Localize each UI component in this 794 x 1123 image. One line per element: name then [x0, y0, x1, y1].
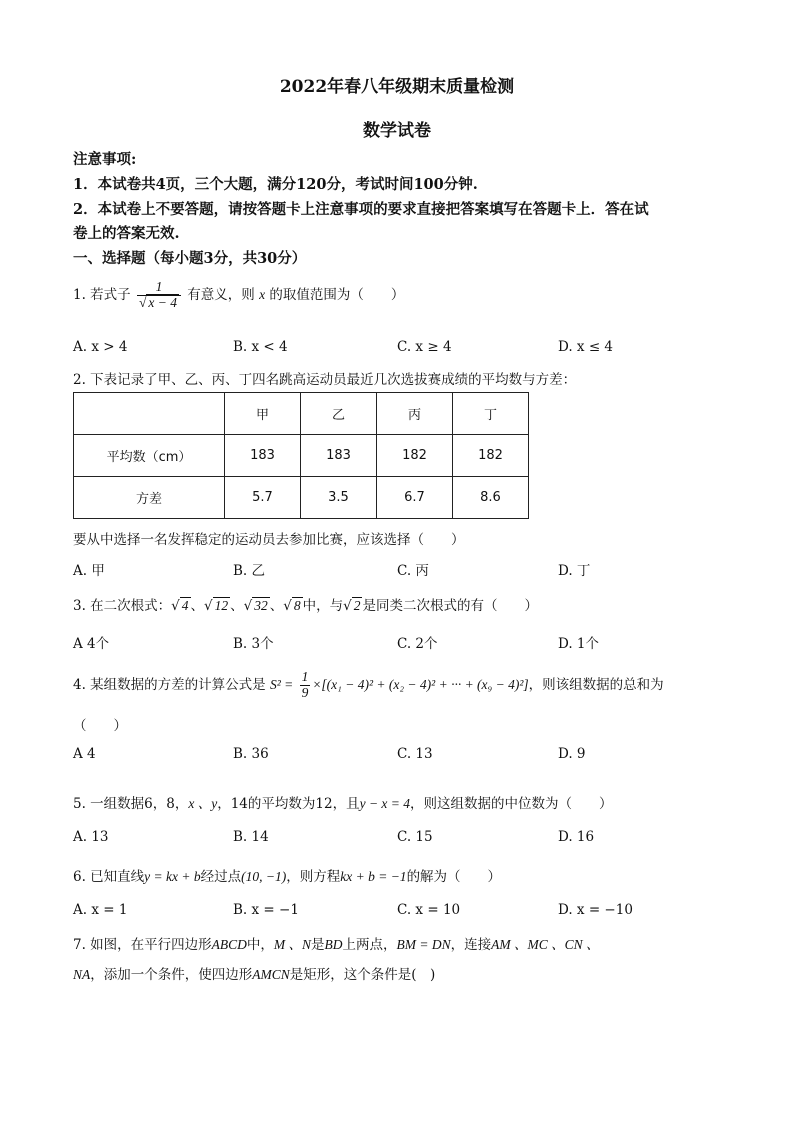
question-7-line-2-end: 是矩形，这个条件是( ): [289, 967, 436, 983]
exam-subtitle: 数学试卷: [363, 121, 431, 141]
variance-symbol: S² =: [269, 676, 294, 692]
question-3-prefix: 3. 在二次根式：: [73, 598, 172, 614]
question-6-option-b[interactable]: B. x = −1: [233, 902, 299, 918]
table-cell: 方差: [74, 477, 225, 519]
table-row: [74, 435, 529, 477]
table-cell: 8.6: [453, 477, 529, 519]
question-4: [73, 670, 664, 701]
table-header-cell: 丁: [453, 393, 529, 435]
fraction-denominator: x − 4: [148, 294, 177, 310]
table-cell: 6.7: [377, 477, 453, 519]
question-1: [73, 280, 404, 311]
notes-item-1: 1．本试卷共4页，三个大题，满分120分，考试时间100分钟.: [73, 176, 478, 193]
question-2-option-c[interactable]: C. 丙: [397, 563, 429, 579]
question-3-option-c[interactable]: C. 2个: [397, 636, 438, 652]
scores-table: [73, 392, 529, 519]
question-7: [73, 933, 600, 953]
table-cell: [74, 393, 225, 435]
question-4-option-d[interactable]: D. 9: [558, 746, 586, 762]
question-7-text-3: 上两点，: [342, 937, 397, 953]
fraction-numerator: 1: [137, 280, 181, 296]
question-1-option-b[interactable]: B. x < 4: [233, 339, 288, 355]
question-1-prefix: 1. 若式子: [73, 286, 131, 303]
line-equation: y = kx + b: [144, 869, 201, 884]
table-cell: 5.7: [225, 477, 301, 519]
radical-2: 2: [353, 598, 361, 613]
question-4-prefix: 4. 某组数据的方差的计算公式是: [73, 676, 266, 693]
radical-8: 8: [293, 598, 301, 613]
question-5-option-a[interactable]: A. 13: [73, 829, 109, 845]
notes-item-2-line-1: 2．本试卷上不要答题，请按答题卡上注意事项的要求直接把答案填写在答题卡上．答在试: [73, 201, 649, 218]
table-header-cell: 乙: [301, 393, 377, 435]
notes-item-2-line-2: 卷上的答案无效.: [73, 225, 180, 242]
question-1-option-a[interactable]: A. x > 4: [73, 339, 128, 355]
fraction-numerator: 1: [301, 669, 309, 684]
question-3-option-b[interactable]: B. 3个: [233, 636, 274, 652]
question-6-option-c[interactable]: C. x = 10: [397, 902, 461, 918]
question-5-mid: ，14的平均数为12，且: [217, 796, 360, 812]
question-6: [73, 865, 501, 885]
table-cell: 183: [301, 435, 377, 477]
question-3-option-d[interactable]: D. 1个: [558, 636, 600, 652]
question-4-option-c[interactable]: C. 13: [397, 746, 433, 762]
question-7-line-2-text: ，添加一个条件，使四边形: [90, 967, 253, 983]
question-4-suffix: ，则该组数据的总和为: [528, 676, 664, 693]
question-6-equation: kx + b = −1: [340, 869, 407, 884]
question-5-option-c[interactable]: C. 15: [397, 829, 433, 845]
question-5-prefix: 5. 一组数据6，8，: [73, 796, 189, 812]
table-cell: 183: [225, 435, 301, 477]
question-5-equation: y − x = 4: [359, 796, 411, 811]
question-3-option-a[interactable]: A 4个: [73, 636, 110, 652]
question-5-suffix: ，则这组数据的中位数为（ ）: [410, 796, 613, 812]
table-cell: 182: [377, 435, 453, 477]
question-1-variable: x: [259, 286, 266, 302]
table-header-cell: 甲: [225, 393, 301, 435]
question-7-line-2: [73, 963, 435, 983]
radical-4: 4: [181, 598, 189, 613]
question-2-option-b[interactable]: B. 乙: [233, 563, 266, 579]
question-6-suffix: 的解为（ ）: [406, 869, 502, 885]
segment-bd: BD: [324, 937, 343, 952]
question-1-option-d[interactable]: D. x ≤ 4: [558, 339, 614, 355]
question-7-prefix: 7. 如图，在平行四边形: [73, 937, 212, 953]
question-6-prefix: 6. 已知直线: [73, 869, 145, 885]
points-m-n: M 、N: [273, 937, 312, 952]
question-4-option-b[interactable]: B. 36: [233, 746, 269, 762]
table-row: [74, 477, 529, 519]
question-6-option-a[interactable]: A. x = 1: [73, 902, 128, 918]
segments-list: AM 、MC 、CN 、: [491, 937, 600, 952]
question-1-option-c[interactable]: C. x ≥ 4: [397, 339, 452, 355]
quadrilateral-name: AMCN: [252, 967, 290, 982]
table-cell: 平均数（cm）: [74, 435, 225, 477]
notes-heading: 注意事项:: [73, 151, 137, 168]
question-5-option-b[interactable]: B. 14: [233, 829, 269, 845]
radical-32: 32: [254, 598, 268, 613]
section-1-heading: 一、选择题（每小题3分，共30分）: [73, 250, 307, 267]
question-1-fraction: $\frac{1}{√ x - 4}$: [137, 280, 181, 311]
question-5-option-d[interactable]: D. 16: [558, 829, 595, 845]
question-3: 3. 在二次根式：√ 4 、√ 12 、√ 32 、√ 8 中，与√ 2 是同类二次根式的有（ ）: [73, 598, 538, 614]
question-7-equation: BM = DN: [396, 937, 451, 952]
segment-na: NA: [73, 967, 91, 982]
question-5: [73, 792, 613, 812]
fraction-denominator: 9: [301, 684, 309, 700]
question-4-line-2: （ ）: [73, 718, 127, 734]
table-cell: 182: [453, 435, 529, 477]
table-cell: 3.5: [301, 477, 377, 519]
question-7-text-4: ，连接: [450, 937, 492, 953]
question-3-mid: 中，与: [302, 598, 344, 614]
question-2: 2. 下表记录了甲、乙、丙、丁四名跳高运动员最近几次选拔赛成绩的平均数与方差：: [73, 372, 577, 388]
question-5-vars: x 、y: [188, 796, 218, 811]
question-1-text-b: 的取值范围为（ ）: [269, 286, 405, 303]
table-header-row: [74, 393, 529, 435]
point-coordinates: (10, −1): [241, 869, 287, 884]
question-1-text-a: 有意义，则: [187, 286, 255, 303]
question-2-option-a[interactable]: A. 甲: [73, 563, 105, 579]
question-4-option-a[interactable]: A 4: [73, 746, 96, 762]
question-7-text-2: 是: [311, 937, 325, 953]
question-2-option-d[interactable]: D. 丁: [558, 563, 591, 579]
table-header-cell: 丙: [377, 393, 453, 435]
exam-title: 2022年春八年级期末质量检测: [279, 77, 515, 97]
question-6-mid-2: ，则方程: [286, 869, 341, 885]
question-7-text-1: 中，: [246, 937, 274, 953]
question-2-prompt: 要从中选择一名发挥稳定的运动员去参加比赛，应该选择（ ）: [73, 532, 465, 548]
radical-12: 12: [214, 598, 229, 613]
question-6-option-d[interactable]: D. x = −10: [558, 902, 633, 918]
parallelogram-name: ABCD: [211, 937, 247, 952]
variance-fraction: [300, 670, 311, 701]
question-6-mid-1: 经过点: [200, 869, 242, 885]
question-3-suffix: 是同类二次根式的有（ ）: [362, 598, 538, 614]
variance-formula: ×[(x₁ − 4)² + (x₂ − 4)² + ··· + (x₉ − 4)²]: [312, 676, 529, 692]
